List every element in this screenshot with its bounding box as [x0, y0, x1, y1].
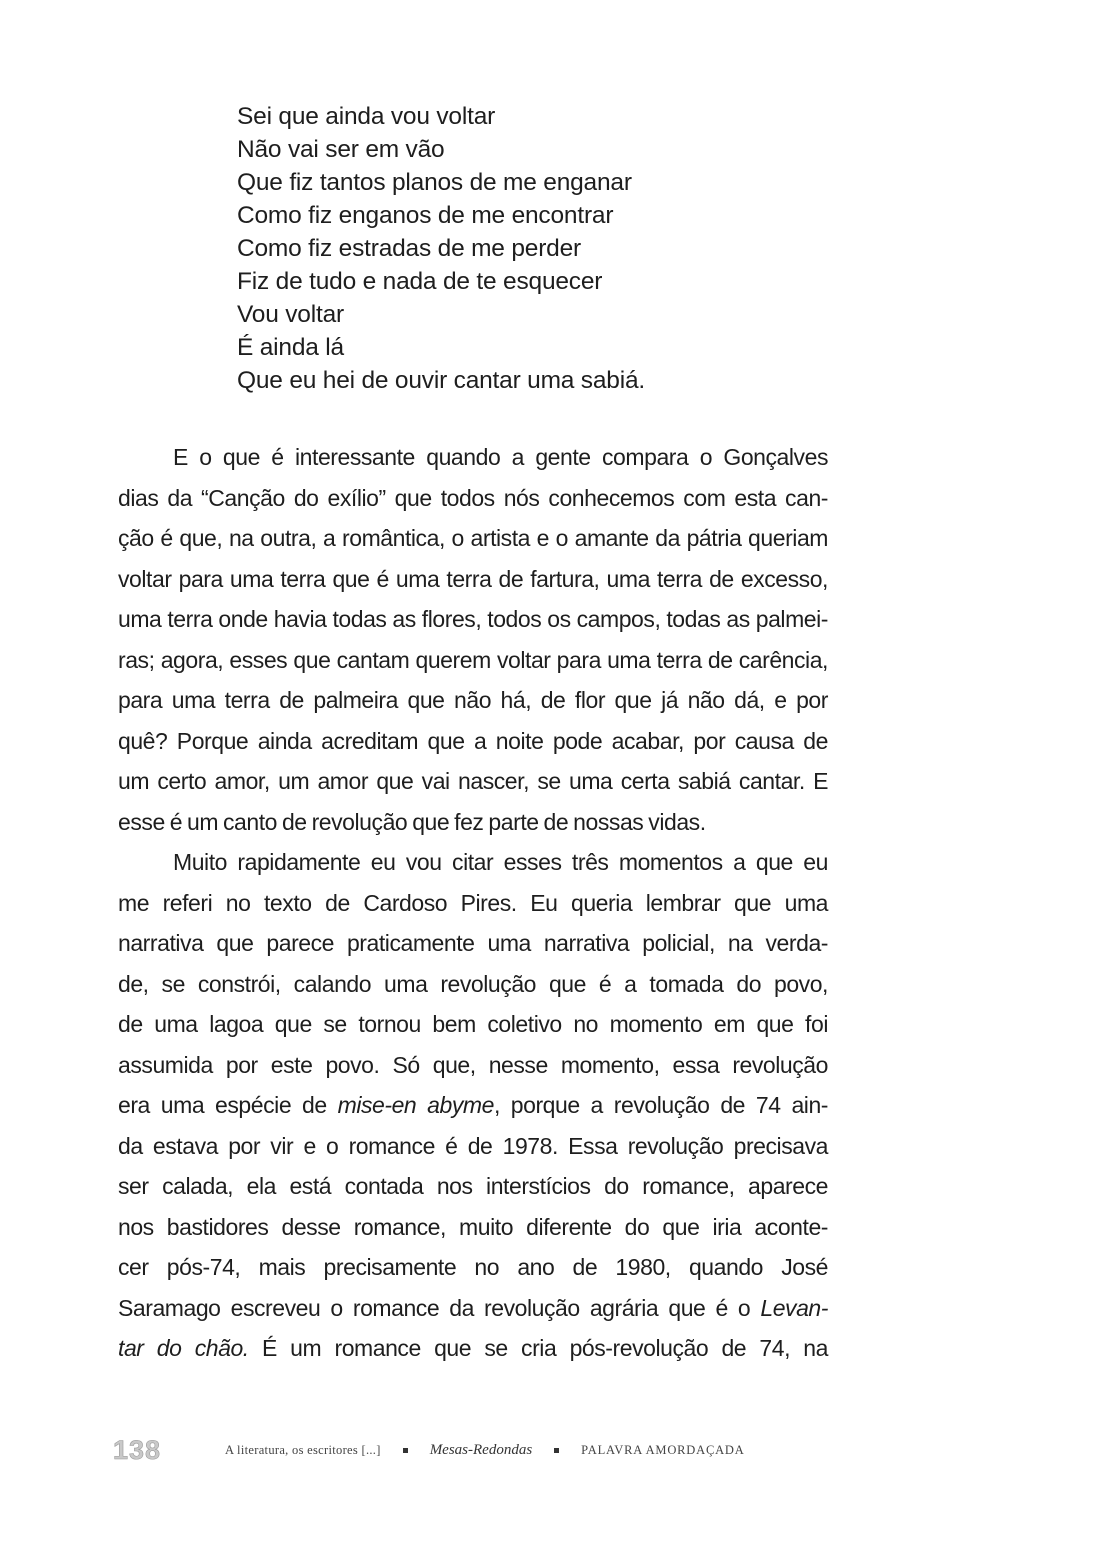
- footer-section: Mesas-Redondas: [429, 1441, 533, 1458]
- italic-term: mise-en abyme: [337, 1092, 494, 1118]
- text-line: da estava por vir e o romance é de 1978. Essa revolução precisava: [118, 1132, 828, 1159]
- poem-line: Não vai ser em vão: [237, 136, 445, 163]
- text-line: ras; agora, esses que cantam querem voltar para uma terra de carência,: [118, 646, 828, 673]
- text-line: de uma lagoa que se tornou bem coletivo no momento em que foi: [118, 1011, 828, 1037]
- text-line: um certo amor, um amor que vai nascer, se uma certa sabiá cantar. E: [118, 768, 828, 794]
- text-line: Muito rapidamente eu vou citar esses três momentos a que eu: [173, 849, 828, 875]
- text-line: voltar para uma terra que é uma terra de fartura, uma terra de excesso,: [118, 565, 828, 592]
- text-line: dias da “Canção do exílio” que todos nós conhecemos com esta can-: [118, 484, 828, 511]
- poem-line: Vou voltar: [237, 301, 344, 328]
- footer-chapter: PALAVRA AMORDAÇADA: [581, 1442, 745, 1457]
- italic-book-title: Levan-: [760, 1294, 828, 1321]
- text-line: ser calada, ela está contada nos interstícios do romance, aparece: [118, 1173, 828, 1199]
- text-line: me referi no texto de Cardoso Pires. Eu queria lembrar que uma: [118, 889, 828, 916]
- page-footer: [113, 1430, 833, 1470]
- text-line: quê? Porque ainda acreditam que a noite pode acabar, por causa de: [118, 727, 828, 754]
- text-fragment: Saramago escreveu o romance da revolução agrária que é o: [118, 1294, 761, 1321]
- poem-line: Como fiz enganos de me encontrar: [237, 202, 614, 229]
- text-line: narrativa que parece praticamente uma narrativa policial, na verda-: [118, 930, 828, 956]
- text-line: [118, 1288, 828, 1329]
- poem-line: Que fiz tantos planos de me enganar: [237, 169, 632, 196]
- text-fragment: É um romance que se cria pós-revolução de 74, na: [248, 1335, 828, 1361]
- poem-line: Sei que ainda vou voltar: [237, 103, 496, 130]
- text-line: [118, 1085, 828, 1126]
- page-number: 138: [113, 1434, 162, 1465]
- poem-block: [237, 100, 877, 397]
- text-fragment: , porque a revolução de 74 ain-: [493, 1092, 828, 1118]
- italic-book-title: tar do chão.: [118, 1335, 249, 1361]
- poem-line: Como fiz estradas de me perder: [237, 235, 581, 262]
- bullet-separator: [403, 1448, 408, 1453]
- text-line: cer pós-74, mais precisamente no ano de 1980, quando José: [118, 1254, 828, 1280]
- body-text: [118, 437, 828, 1369]
- poem-line: É ainda lá: [237, 334, 344, 361]
- text-line: assumida por este povo. Só que, nesse momento, essa revolução: [118, 1051, 828, 1078]
- poem-line: Que eu hei de ouvir cantar uma sabiá.: [237, 367, 645, 394]
- text-line: nos bastidores desse romance, muito diferente do que iria aconte-: [118, 1213, 828, 1240]
- paragraph-2: [118, 842, 828, 1369]
- text-fragment: era uma espécie de: [118, 1092, 338, 1118]
- text-line: [118, 1328, 828, 1369]
- bullet-separator: [554, 1448, 559, 1453]
- footer-book-title: A literatura, os escritores [...]: [225, 1442, 381, 1457]
- paragraph-1: [118, 437, 828, 842]
- text-line: esse é um canto de revolução que fez parte de nossas vidas.: [118, 808, 706, 835]
- text-line: para uma terra de palmeira que não há, de flor que já não dá, e por: [118, 687, 828, 713]
- text-line: ção é que, na outra, a romântica, o artista e o amante da pátria queriam: [118, 525, 828, 551]
- text-line: de, se constrói, calando uma revolução que é a tomada do povo,: [118, 970, 828, 997]
- poem-line: Fiz de tudo e nada de te esquecer: [237, 268, 603, 295]
- text-line: uma terra onde havia todas as flores, todos os campos, todas as palmei-: [118, 606, 828, 632]
- text-line: E o que é interessante quando a gente compara o Gonçalves: [173, 444, 828, 470]
